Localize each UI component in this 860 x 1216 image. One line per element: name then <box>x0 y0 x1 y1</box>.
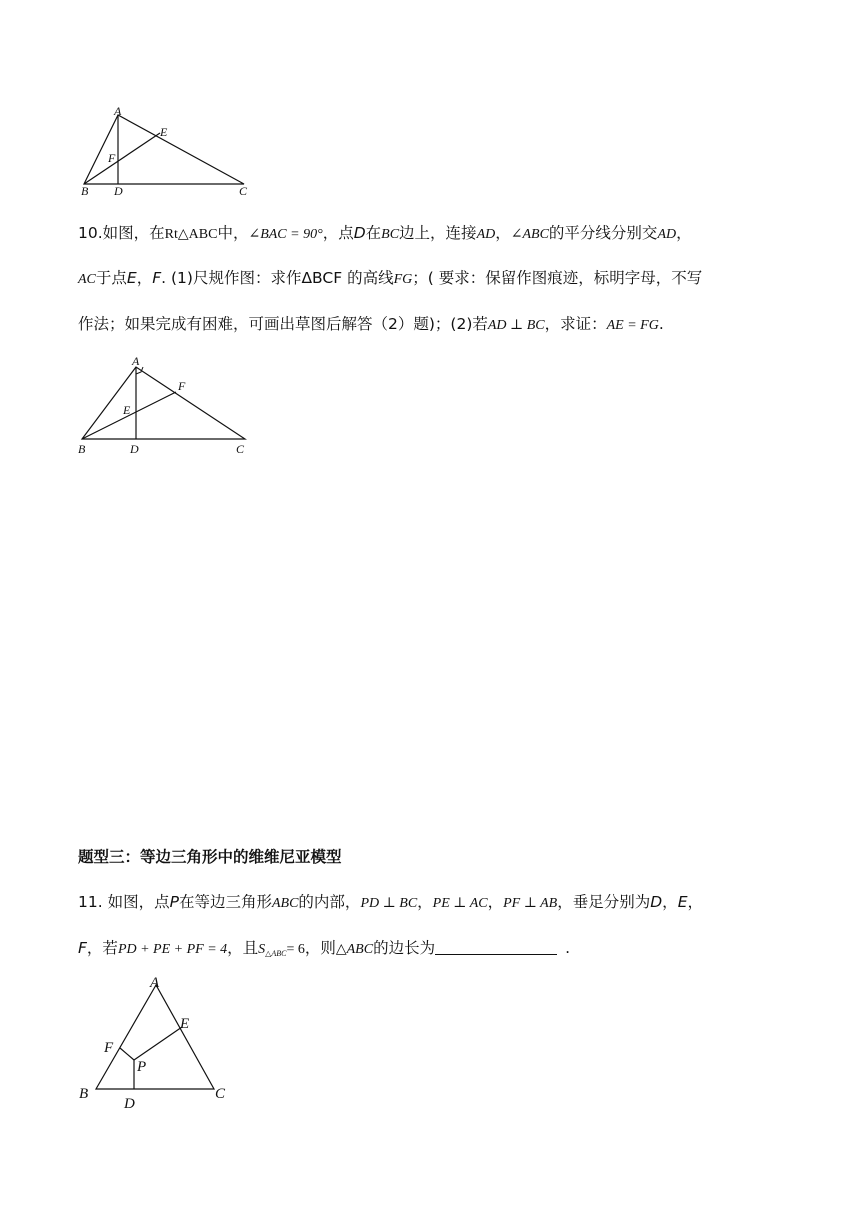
q10-line-3: 作法；如果完成有困难，可画出草图后解答（2）题)；(2)若AD ⊥ BC，求证：AE = FG. <box>78 315 664 333</box>
segment-pf <box>120 1048 134 1060</box>
figure-2 <box>76 350 256 460</box>
label-e: E <box>180 1016 190 1032</box>
label-e: E <box>160 125 168 139</box>
q10-line-2: AC于点E，F. (1)尺规作图：求作ΔBCF 的高线FG；( 要求：保留作图痕迹，标明字母，不写 <box>78 269 703 287</box>
q10-angle-abc: ∠ABC <box>510 227 549 242</box>
label-d: D <box>114 184 123 198</box>
figure-1-svg <box>78 100 258 200</box>
label-c: C <box>239 184 248 198</box>
label-b: B <box>78 442 86 456</box>
q10-number: 10. <box>78 224 103 242</box>
label-d: D <box>124 1096 135 1112</box>
label-c: C <box>215 1086 226 1102</box>
label-a: A <box>132 354 140 368</box>
triangle-abc <box>96 985 214 1089</box>
q11-line-2: F，若PD + PE + PF = 4，且$S_{\triangle ABC}= 6$，则△ABC的边长为 . <box>78 939 571 958</box>
segment-be <box>84 133 160 184</box>
q11-sum: PD + PE + PF = 4 <box>117 942 228 957</box>
triangle-abc <box>82 367 245 439</box>
q11-line-1: 11. 如图，点P在等边三角形ABC的内部，PD ⊥ BC，PE ⊥ AC，PF ⊥ AB，垂足分别为D，E， <box>78 893 703 911</box>
label-e: E <box>123 403 131 417</box>
section-title: 题型三：等边三角形中的维维尼亚模型 <box>78 848 342 866</box>
label-a: A <box>114 104 122 118</box>
q10-angle-bac: ∠BAC = 90° <box>248 227 323 242</box>
label-f: F <box>108 151 116 165</box>
label-c: C <box>236 442 245 456</box>
figure-2-svg <box>76 350 256 460</box>
label-d: D <box>130 442 139 456</box>
label-a: A <box>150 975 160 991</box>
label-b: B <box>79 1086 89 1102</box>
figure-1 <box>78 100 258 200</box>
label-b: B <box>81 184 89 198</box>
segment-pe <box>134 1027 182 1060</box>
answer-blank[interactable] <box>435 940 557 955</box>
q10-perpendicular: AD ⊥ BC <box>487 318 545 333</box>
q10-rt-triangle: Rt△ABC <box>164 227 218 242</box>
q10-line-1: 10.如图，在Rt△ABC中，∠BAC = 90°，点D在BC边上，连接AD，∠ABC的平分线分别交AD， <box>78 224 692 242</box>
label-f: F <box>104 1040 114 1056</box>
q11-number: 11 <box>78 893 98 911</box>
figure-3 <box>76 970 246 1115</box>
label-f: F <box>178 379 186 393</box>
q10-equation: AE = FG <box>606 318 659 333</box>
label-p: P <box>137 1059 147 1075</box>
figure-3-svg <box>76 970 246 1115</box>
